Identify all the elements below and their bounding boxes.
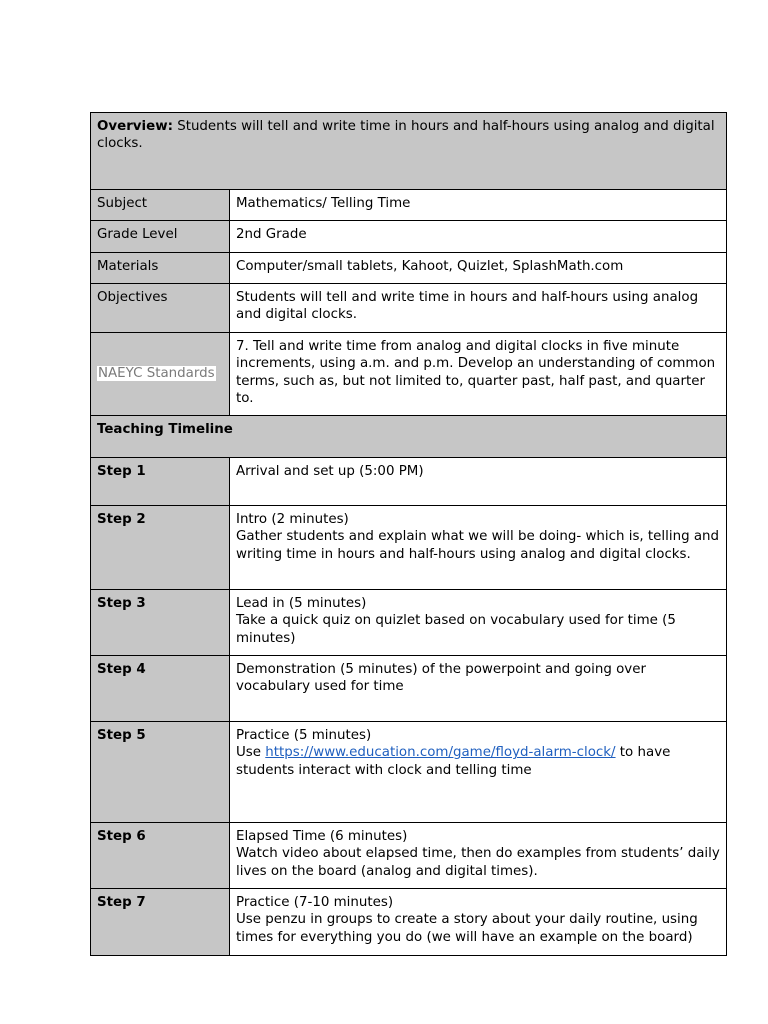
step-description xyxy=(230,656,727,722)
education-game-link[interactable]: https://www.education.com/game/floyd-alarm-clock/ xyxy=(265,745,616,761)
timeline-heading-row xyxy=(91,416,727,458)
step-description xyxy=(230,722,727,823)
overview-text: Students will tell and write time in hours and half-hours using analog and digital clocks. xyxy=(97,119,715,152)
step-row xyxy=(91,889,727,956)
step-label: Step 1 xyxy=(91,458,230,506)
step-title: Practice (7-10 minutes) xyxy=(236,895,394,910)
step-label: Step 2 xyxy=(91,506,230,590)
step-label: Step 6 xyxy=(91,823,230,889)
step-description xyxy=(230,590,727,656)
step-row xyxy=(91,656,727,722)
step-detail xyxy=(236,744,720,779)
step-description xyxy=(230,889,727,956)
step-label: Step 7 xyxy=(91,889,230,956)
step-description xyxy=(230,458,727,506)
materials-value: Computer/small tablets, Kahoot, Quizlet, SplashMath.com xyxy=(230,253,727,284)
objectives-value: Students will tell and write time in hours and half-hours using analog and digital clocks. xyxy=(230,284,727,333)
grade-level-label: Grade Level xyxy=(91,221,230,253)
step-detail: Watch video about elapsed time, then do examples from students’ daily lives on the board (analog and digital times). xyxy=(236,846,720,879)
step-label: Step 3 xyxy=(91,590,230,656)
step-title: Lead in (5 minutes) xyxy=(236,596,367,611)
step-detail: Gather students and explain what we will be doing- which is, telling and writing time in hours and half-hours using analog and digital clocks. xyxy=(236,529,720,562)
subject-row xyxy=(91,190,727,221)
materials-label: Materials xyxy=(91,253,230,284)
use-suffix: to have students interact with clock and telling time xyxy=(236,745,671,778)
step-title: Demonstration (5 minutes) of the powerpoint and going over vocabulary used for time xyxy=(236,662,646,695)
step-title: Elapsed Time (6 minutes) xyxy=(236,829,408,844)
step-detail: Use penzu in groups to create a story about your daily routine, using times for everything you do (we will have an example on the board) xyxy=(236,912,698,945)
overview-row xyxy=(91,113,727,190)
step-row xyxy=(91,458,727,506)
overview-cell xyxy=(91,113,727,190)
standards-value: 7. Tell and write time from analog and digital clocks in five minute increments, using a.m. and p.m. Develop an understanding of common terms, such as, but not limited to, quarter past, half past, and quarter to. xyxy=(230,333,727,416)
step-description xyxy=(230,506,727,590)
step-detail: Take a quick quiz on quizlet based on vocabulary used for time (5 minutes) xyxy=(236,613,676,646)
materials-row xyxy=(91,253,727,284)
objectives-label: Objectives xyxy=(91,284,230,333)
step-title: Arrival and set up (5:00 PM) xyxy=(236,464,424,479)
step-label: Step 5 xyxy=(91,722,230,823)
grade-level-row xyxy=(91,221,727,253)
standards-row xyxy=(91,333,727,416)
step-row xyxy=(91,823,727,889)
use-prefix: Use xyxy=(236,745,266,761)
step-row xyxy=(91,722,727,823)
grade-level-value: 2nd Grade xyxy=(230,221,727,253)
step-label: Step 4 xyxy=(91,656,230,722)
overview-label: Overview: xyxy=(97,119,173,134)
step-title: Practice (5 minutes) xyxy=(236,728,372,743)
step-row xyxy=(91,506,727,590)
standards-label-cell xyxy=(91,333,230,416)
subject-value: Mathematics/ Telling Time xyxy=(230,190,727,221)
subject-label: Subject xyxy=(91,190,230,221)
step-description xyxy=(230,823,727,889)
objectives-row xyxy=(91,284,727,333)
step-row xyxy=(91,590,727,656)
standards-label: NAEYC Standards xyxy=(98,366,215,382)
timeline-heading: Teaching Timeline xyxy=(91,416,727,458)
step-title: Intro (2 minutes) xyxy=(236,512,349,527)
lesson-plan-table xyxy=(90,112,727,956)
